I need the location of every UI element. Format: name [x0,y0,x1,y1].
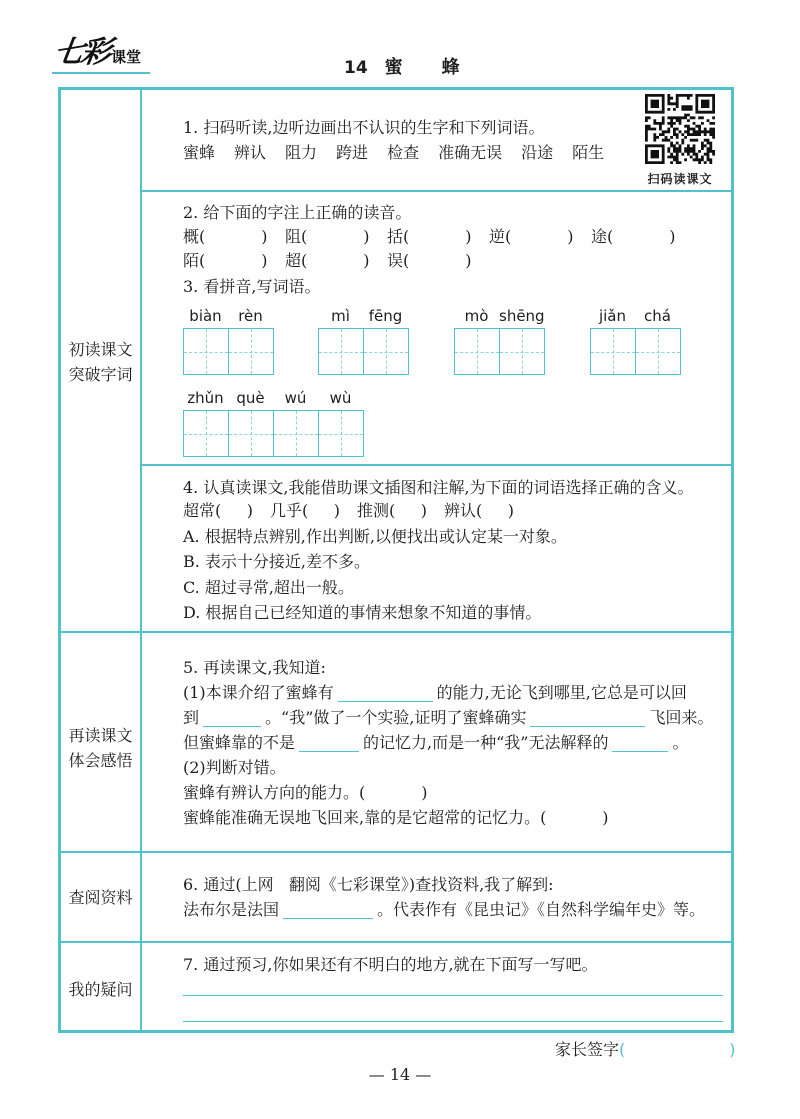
term-item [357,499,444,523]
answer-paren[interactable]: ( ) [505,227,574,246]
section-label-my-questions [61,977,140,1002]
q7-prompt: 7. 通过预习,你如果还有不明白的地方,就在下面写一写吧。 [183,955,598,974]
pronunciation-item [183,225,285,249]
answer-paren[interactable]: ( ) [607,227,676,246]
fill-blank[interactable] [530,707,645,727]
fill-text: (1)本课介绍了蜜蜂有 [183,683,334,702]
fill-blank[interactable] [299,732,359,752]
fill-text: 。代表作有《昆虫记》《自然科学编年史》等。 [377,900,706,919]
vocab-word: 陌生 [572,143,605,162]
writing-box[interactable] [591,329,636,374]
writing-box-row [318,328,409,375]
answer-writing-line[interactable] [183,995,723,996]
signature-paren-close: ) [729,1040,736,1059]
writing-box[interactable] [319,411,363,456]
term-word: 推测 [357,501,390,520]
term-word: 几乎 [270,501,303,520]
section-label-line: 初读课文 [68,340,133,359]
section-divider [58,851,734,853]
term-word: 辨认 [444,501,477,520]
q5-part2-heading: (2)判断对错。 [183,758,286,777]
word-grid-4 [590,304,681,375]
writing-box-row [454,328,545,375]
section-label-research [61,885,140,910]
pronunciation-item [591,225,693,249]
fill-blank[interactable] [612,732,668,752]
pinyin-label: chá [644,307,671,325]
q4-option-d: D. 根据自己已经知道的事情来想象不知道的事情。 [183,603,542,622]
q2-prompt: 2. 给下面的字注上正确的读音。 [183,203,412,222]
fill-text: 法布尔是法国 [183,900,280,919]
answer-paren[interactable]: ( ) [403,251,472,270]
answer-paren[interactable]: ( ) [389,501,427,520]
word-grid-5 [183,386,364,457]
pronunciation-item [285,249,387,273]
target-character: 超 [285,251,302,270]
pinyin-row [183,304,274,328]
answer-paren[interactable]: ( ) [359,783,428,802]
writing-box[interactable] [229,411,274,456]
fill-text: 的记忆力,而是一种“我”无法解释的 [363,733,609,752]
statement-text: 蜜蜂有辨认方向的能力。 [183,783,360,802]
fill-blank[interactable] [283,899,373,919]
section-label-line: 查阅资料 [68,888,133,907]
q3-prompt: 3. 看拼音,写词语。 [183,277,321,296]
pronunciation-item [387,249,489,273]
section-label-line: 再读课文 [68,726,133,745]
vocab-word: 准确无误 [438,143,503,162]
word-grid-1 [183,304,274,375]
fill-text: 。 [672,733,689,752]
column-divider [140,87,142,1033]
writing-box[interactable] [319,329,364,374]
fill-text: 的能力,无论飞到哪里,它总是可以回 [436,683,687,702]
pronunciation-item [285,225,387,249]
statement-text: 蜜蜂能准确无误地飞回来,靠的是它超常的记忆力。 [183,808,541,827]
logo-main-text: 七彩 [51,35,111,70]
logo-sub-text: 课堂 [111,48,142,66]
vocab-word: 蜜蜂 [183,143,216,162]
writing-box[interactable] [184,411,229,456]
writing-box[interactable] [274,411,319,456]
q1-word-list [183,141,623,165]
fill-blank[interactable] [338,682,433,702]
target-character: 陌 [183,251,200,270]
target-character: 概 [183,227,200,246]
pinyin-label: wú [284,389,307,407]
vocab-word: 检查 [387,143,420,162]
pinyin-row [183,386,364,410]
section-label-line: 体会感悟 [68,751,133,770]
qr-caption: 扫码读课文 [647,172,713,186]
lesson-title [344,55,499,81]
word-grid-3 [454,304,545,375]
answer-paren[interactable]: ( ) [540,808,609,827]
writing-box-row [183,328,274,375]
pinyin-label: wù [329,389,352,407]
q2-row [183,225,693,249]
target-character: 逆 [489,227,506,246]
judgment-statement [183,781,427,805]
parent-signature [555,1038,736,1062]
answer-paren[interactable]: ( ) [302,501,340,520]
pinyin-label: què [236,389,265,407]
section-label-reread [61,723,140,773]
writing-box-row [183,410,364,457]
pinyin-label: zhǔn [187,389,224,407]
q4-terms [183,499,531,523]
pronunciation-item [183,249,285,273]
pinyin-label: jiǎn [598,307,627,325]
q2-row [183,249,489,273]
word-grid-2 [318,304,409,375]
signature-field[interactable] [625,1039,729,1055]
row-divider [140,190,734,192]
fill-text: 到 [183,708,200,727]
fill-blank[interactable] [203,707,261,727]
q5-fill-line-1 [183,681,687,705]
writing-box[interactable] [184,329,229,374]
section-divider [58,631,734,633]
judgment-statement [183,806,609,830]
writing-box[interactable] [229,329,273,374]
vocab-word: 阻力 [285,143,318,162]
term-item [183,499,270,523]
q5-prompt: 5. 再读课文,我知道: [183,658,326,677]
target-character: 途 [591,227,608,246]
pinyin-label: mò [464,307,489,325]
q6-fill-line [183,898,705,922]
pinyin-label: shēng [499,307,545,325]
logo-underline [52,72,150,74]
pinyin-label: biàn [189,307,222,325]
section-label-line: 突破字词 [68,365,133,384]
answer-paren[interactable]: ( ) [301,227,370,246]
answer-paren[interactable]: ( ) [403,227,472,246]
term-item [270,499,357,523]
q4-prompt: 4. 认真读课文,我能借助课文插图和注解,为下面的词语选择正确的含义。 [183,478,694,497]
writing-box[interactable] [455,329,500,374]
vocab-word: 沿途 [521,143,554,162]
q5-fill-line-2 [183,706,713,730]
writing-box[interactable] [364,329,408,374]
signature-label: 家长签字 [555,1040,620,1059]
target-character: 括 [387,227,404,246]
answer-paren[interactable]: ( ) [215,501,253,520]
writing-box-row [590,328,681,375]
vocab-word: 辨认 [234,143,267,162]
row-divider [140,464,734,466]
answer-paren[interactable]: ( ) [199,251,268,270]
section-label-line: 我的疑问 [68,980,133,999]
section-divider [58,941,734,943]
writing-box[interactable] [636,329,680,374]
lesson-name: 蜜蜂 [384,57,499,78]
fill-text: 飞回来。 [649,708,714,727]
q4-option-c: C. 超过寻常,超出一般。 [183,578,354,597]
fill-text: 但蜜蜂靠的不是 [183,733,296,752]
page-number: — 14 — [368,1065,432,1084]
term-item [444,499,531,523]
q6-prompt: 6. 通过(上网 翻阅《七彩课堂》)查找资料,我了解到: [183,875,554,894]
q5-fill-line-3 [183,731,688,755]
brand-logo [51,34,142,72]
section-label-first-read [61,337,140,387]
answer-writing-line[interactable] [183,1021,723,1022]
pronunciation-item [387,225,489,249]
target-character: 误 [387,251,404,270]
q1-prompt: 1. 扫码听读,边听边画出不认识的生字和下列词语。 [183,118,545,137]
writing-box[interactable] [500,329,544,374]
vocab-word: 跨进 [336,143,369,162]
pinyin-label: rèn [238,307,263,325]
signature-paren-open: ( [619,1040,626,1059]
q4-option-b: B. 表示十分接近,差不多。 [183,552,371,571]
pinyin-label: mì [331,307,350,325]
fill-text: 。“我”做了一个实验,证明了蜜蜂确实 [265,708,527,727]
target-character: 阻 [285,227,302,246]
answer-paren[interactable]: ( ) [476,501,514,520]
pinyin-row [454,304,545,328]
pinyin-row [590,304,681,328]
pronunciation-item [489,225,591,249]
lesson-number: 14 [344,58,368,78]
pinyin-label: fēng [368,307,403,325]
term-word: 超常 [183,501,216,520]
answer-paren[interactable]: ( ) [199,227,268,246]
answer-paren[interactable]: ( ) [301,251,370,270]
q4-option-a: A. 根据特点辨别,作出判断,以便找出或认定某一对象。 [183,527,567,546]
qr-code [645,94,715,164]
pinyin-row [318,304,409,328]
